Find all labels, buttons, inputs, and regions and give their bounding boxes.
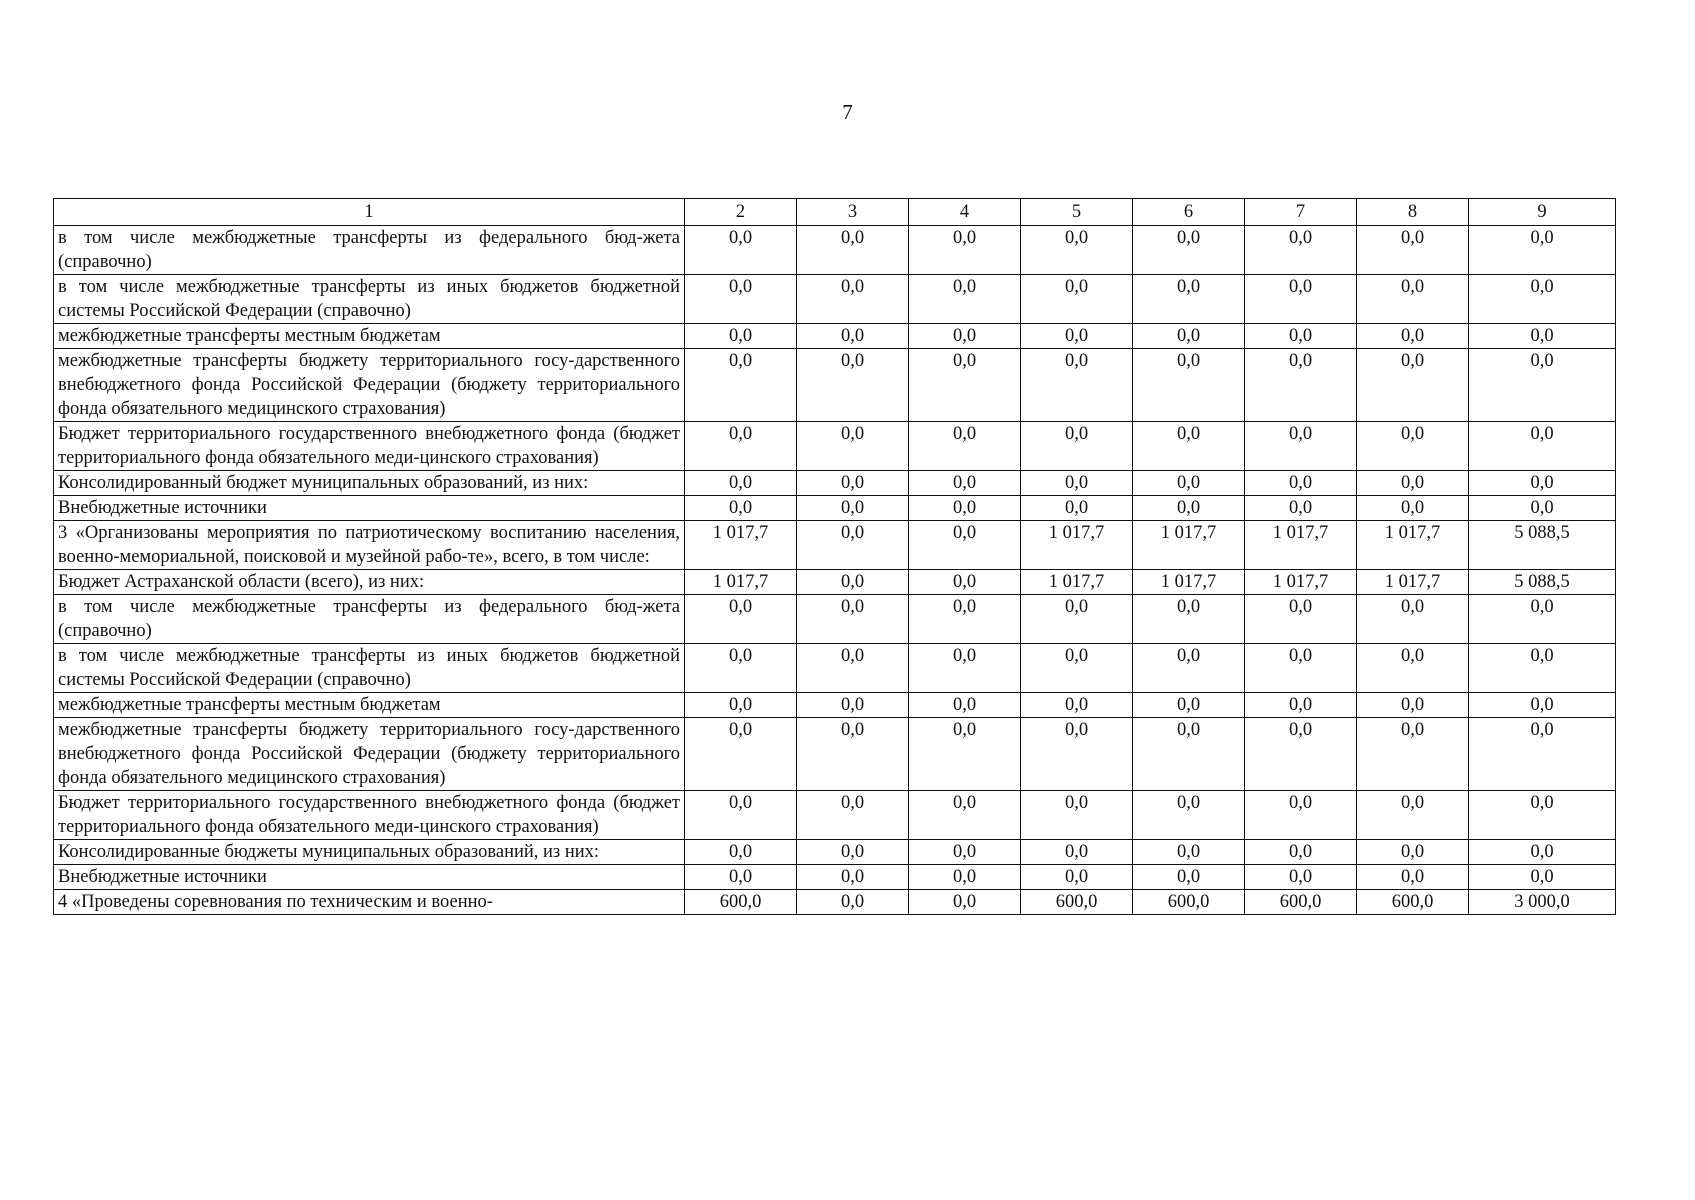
value-cell: 0,0 — [909, 521, 1021, 570]
row-label: 4 «Проведены соревнования по техническим и военно- — [54, 890, 685, 915]
value-cell: 0,0 — [909, 471, 1021, 496]
value-cell: 0,0 — [685, 595, 797, 644]
table-row — [54, 791, 1616, 840]
header-cell: 2 — [685, 199, 797, 226]
value-cell: 0,0 — [1021, 275, 1133, 324]
value-cell: 0,0 — [1357, 422, 1469, 471]
value-cell: 0,0 — [909, 865, 1021, 890]
table-row — [54, 471, 1616, 496]
value-cell: 0,0 — [1357, 275, 1469, 324]
value-cell: 0,0 — [797, 521, 909, 570]
table-row — [54, 275, 1616, 324]
value-cell: 0,0 — [685, 865, 797, 890]
value-cell: 0,0 — [1357, 693, 1469, 718]
value-cell: 0,0 — [1469, 840, 1616, 865]
value-cell: 0,0 — [797, 275, 909, 324]
value-cell: 0,0 — [685, 840, 797, 865]
table-row — [54, 595, 1616, 644]
value-cell: 0,0 — [797, 595, 909, 644]
value-cell: 0,0 — [797, 890, 909, 915]
value-cell: 3 000,0 — [1469, 890, 1616, 915]
value-cell: 0,0 — [1245, 226, 1357, 275]
value-cell: 0,0 — [1021, 791, 1133, 840]
value-cell: 0,0 — [1469, 324, 1616, 349]
value-cell: 0,0 — [1245, 275, 1357, 324]
value-cell: 1 017,7 — [1357, 570, 1469, 595]
table-row — [54, 840, 1616, 865]
value-cell: 600,0 — [685, 890, 797, 915]
value-cell: 0,0 — [1245, 644, 1357, 693]
value-cell: 0,0 — [1021, 718, 1133, 791]
value-cell: 0,0 — [909, 496, 1021, 521]
budget-table — [53, 198, 1616, 915]
row-label: в том числе межбюджетные трансферты из иных бюджетов бюджетной системы Российской Федерации (справочно) — [54, 275, 685, 324]
row-label: в том числе межбюджетные трансферты из федерального бюд-жета (справочно) — [54, 226, 685, 275]
row-label: Консолидированный бюджет муниципальных образований, из них: — [54, 471, 685, 496]
value-cell: 0,0 — [1357, 226, 1469, 275]
value-cell: 0,0 — [909, 890, 1021, 915]
value-cell: 0,0 — [1469, 349, 1616, 422]
value-cell: 0,0 — [909, 644, 1021, 693]
value-cell: 0,0 — [1469, 422, 1616, 471]
header-cell: 8 — [1357, 199, 1469, 226]
value-cell: 0,0 — [1357, 840, 1469, 865]
header-cell: 5 — [1021, 199, 1133, 226]
table-row — [54, 324, 1616, 349]
value-cell: 0,0 — [1245, 349, 1357, 422]
value-cell: 1 017,7 — [1357, 521, 1469, 570]
value-cell: 1 017,7 — [1133, 570, 1245, 595]
value-cell: 0,0 — [797, 324, 909, 349]
row-label: Бюджет территориального государственного внебюджетного фонда (бюджет территориального фонда обязательного меди-цинского страхования) — [54, 422, 685, 471]
value-cell: 0,0 — [797, 791, 909, 840]
value-cell: 0,0 — [1245, 496, 1357, 521]
value-cell: 1 017,7 — [685, 570, 797, 595]
value-cell: 0,0 — [1357, 471, 1469, 496]
value-cell: 1 017,7 — [1245, 570, 1357, 595]
value-cell: 5 088,5 — [1469, 570, 1616, 595]
table-body — [54, 199, 1616, 915]
table-row — [54, 226, 1616, 275]
table-row — [54, 644, 1616, 693]
value-cell: 600,0 — [1357, 890, 1469, 915]
value-cell: 0,0 — [797, 865, 909, 890]
row-label: Внебюджетные источники — [54, 496, 685, 521]
value-cell: 0,0 — [685, 324, 797, 349]
value-cell: 1 017,7 — [1021, 570, 1133, 595]
value-cell: 0,0 — [1357, 644, 1469, 693]
value-cell: 0,0 — [1133, 349, 1245, 422]
value-cell: 0,0 — [797, 496, 909, 521]
table-row — [54, 865, 1616, 890]
value-cell: 0,0 — [909, 422, 1021, 471]
value-cell: 0,0 — [1469, 471, 1616, 496]
value-cell: 0,0 — [685, 644, 797, 693]
value-cell: 0,0 — [909, 718, 1021, 791]
row-label: межбюджетные трансферты местным бюджетам — [54, 324, 685, 349]
value-cell: 0,0 — [685, 349, 797, 422]
value-cell: 0,0 — [1357, 865, 1469, 890]
value-cell: 0,0 — [1021, 595, 1133, 644]
value-cell: 0,0 — [797, 644, 909, 693]
value-cell: 0,0 — [1021, 644, 1133, 693]
value-cell: 0,0 — [1469, 693, 1616, 718]
value-cell: 0,0 — [797, 226, 909, 275]
value-cell: 0,0 — [1245, 718, 1357, 791]
row-label: межбюджетные трансферты бюджету территориального госу-дарственного внебюджетного фонда Российской Федерации (бюджету территориального фонда обязательного медицинского страхования) — [54, 718, 685, 791]
value-cell: 0,0 — [797, 471, 909, 496]
value-cell: 0,0 — [1133, 595, 1245, 644]
value-cell: 0,0 — [1357, 595, 1469, 644]
value-cell: 0,0 — [1133, 324, 1245, 349]
value-cell: 0,0 — [685, 226, 797, 275]
value-cell: 0,0 — [1357, 324, 1469, 349]
value-cell: 0,0 — [909, 840, 1021, 865]
value-cell: 0,0 — [1133, 275, 1245, 324]
value-cell: 0,0 — [1021, 693, 1133, 718]
header-cell: 7 — [1245, 199, 1357, 226]
value-cell: 1 017,7 — [685, 521, 797, 570]
table-row — [54, 890, 1616, 915]
value-cell: 0,0 — [1469, 496, 1616, 521]
value-cell: 0,0 — [1245, 595, 1357, 644]
value-cell: 0,0 — [1021, 840, 1133, 865]
value-cell: 0,0 — [909, 324, 1021, 349]
value-cell: 0,0 — [685, 496, 797, 521]
value-cell: 0,0 — [797, 349, 909, 422]
value-cell: 0,0 — [1021, 226, 1133, 275]
value-cell: 0,0 — [1133, 840, 1245, 865]
row-label: Консолидированные бюджеты муниципальных образований, из них: — [54, 840, 685, 865]
value-cell: 0,0 — [1133, 471, 1245, 496]
row-label: межбюджетные трансферты бюджету территориального госу-дарственного внебюджетного фонда Российской Федерации (бюджету территориального фонда обязательного медицинского страхования) — [54, 349, 685, 422]
value-cell: 0,0 — [1245, 693, 1357, 718]
value-cell: 0,0 — [685, 471, 797, 496]
table-row — [54, 521, 1616, 570]
header-cell: 9 — [1469, 199, 1616, 226]
value-cell: 0,0 — [685, 693, 797, 718]
value-cell: 0,0 — [1357, 718, 1469, 791]
value-cell: 0,0 — [1245, 324, 1357, 349]
value-cell: 0,0 — [1245, 791, 1357, 840]
value-cell: 0,0 — [685, 422, 797, 471]
value-cell: 0,0 — [797, 693, 909, 718]
page-number: 7 — [842, 100, 853, 124]
value-cell: 0,0 — [909, 349, 1021, 422]
row-label: в том числе межбюджетные трансферты из федерального бюд-жета (справочно) — [54, 595, 685, 644]
value-cell: 0,0 — [1357, 496, 1469, 521]
value-cell: 5 088,5 — [1469, 521, 1616, 570]
value-cell: 600,0 — [1245, 890, 1357, 915]
value-cell: 0,0 — [1133, 791, 1245, 840]
value-cell: 0,0 — [1357, 349, 1469, 422]
row-label: в том числе межбюджетные трансферты из иных бюджетов бюджетной системы Российской Федерации (справочно) — [54, 644, 685, 693]
header-cell: 3 — [797, 199, 909, 226]
value-cell: 0,0 — [1469, 275, 1616, 324]
table-row — [54, 693, 1616, 718]
value-cell: 0,0 — [1133, 865, 1245, 890]
value-cell: 0,0 — [909, 275, 1021, 324]
value-cell: 0,0 — [1021, 324, 1133, 349]
value-cell: 0,0 — [1133, 644, 1245, 693]
header-cell: 4 — [909, 199, 1021, 226]
value-cell: 0,0 — [797, 570, 909, 595]
value-cell: 1 017,7 — [1021, 521, 1133, 570]
row-label: Бюджет Астраханской области (всего), из них: — [54, 570, 685, 595]
table-row — [54, 496, 1616, 521]
value-cell: 0,0 — [1021, 471, 1133, 496]
value-cell: 0,0 — [1021, 865, 1133, 890]
row-label: 3 «Организованы мероприятия по патриотическому воспитанию населения, военно-мемориальной, поисковой и музейной рабо-те», всего, в том числе: — [54, 521, 685, 570]
table-row — [54, 718, 1616, 791]
value-cell: 0,0 — [1469, 718, 1616, 791]
value-cell: 0,0 — [1469, 791, 1616, 840]
value-cell: 0,0 — [1021, 422, 1133, 471]
value-cell: 0,0 — [685, 275, 797, 324]
value-cell: 0,0 — [1469, 865, 1616, 890]
table-row — [54, 349, 1616, 422]
value-cell: 0,0 — [797, 422, 909, 471]
value-cell: 0,0 — [797, 840, 909, 865]
value-cell: 0,0 — [1469, 595, 1616, 644]
row-label: Бюджет территориального государственного внебюджетного фонда (бюджет территориального фонда обязательного меди-цинского страхования) — [54, 791, 685, 840]
value-cell: 0,0 — [909, 791, 1021, 840]
value-cell: 0,0 — [1245, 422, 1357, 471]
value-cell: 0,0 — [797, 718, 909, 791]
header-row — [54, 199, 1616, 226]
value-cell: 0,0 — [1133, 718, 1245, 791]
value-cell: 1 017,7 — [1133, 521, 1245, 570]
value-cell: 0,0 — [1469, 644, 1616, 693]
value-cell: 600,0 — [1133, 890, 1245, 915]
value-cell: 0,0 — [909, 693, 1021, 718]
value-cell: 0,0 — [1469, 226, 1616, 275]
value-cell: 600,0 — [1021, 890, 1133, 915]
header-cell: 1 — [54, 199, 685, 226]
table-row — [54, 422, 1616, 471]
value-cell: 0,0 — [909, 595, 1021, 644]
value-cell: 0,0 — [909, 226, 1021, 275]
value-cell: 0,0 — [1245, 865, 1357, 890]
value-cell: 0,0 — [1245, 840, 1357, 865]
value-cell: 0,0 — [1133, 226, 1245, 275]
row-label: межбюджетные трансферты местным бюджетам — [54, 693, 685, 718]
table-row — [54, 570, 1616, 595]
value-cell: 0,0 — [1021, 349, 1133, 422]
value-cell: 0,0 — [685, 718, 797, 791]
value-cell: 0,0 — [1245, 471, 1357, 496]
value-cell: 0,0 — [1357, 791, 1469, 840]
value-cell: 0,0 — [1021, 496, 1133, 521]
row-label: Внебюджетные источники — [54, 865, 685, 890]
value-cell: 0,0 — [909, 570, 1021, 595]
value-cell: 0,0 — [1133, 422, 1245, 471]
header-cell: 6 — [1133, 199, 1245, 226]
value-cell: 0,0 — [1133, 496, 1245, 521]
value-cell: 0,0 — [1133, 693, 1245, 718]
value-cell: 1 017,7 — [1245, 521, 1357, 570]
value-cell: 0,0 — [685, 791, 797, 840]
